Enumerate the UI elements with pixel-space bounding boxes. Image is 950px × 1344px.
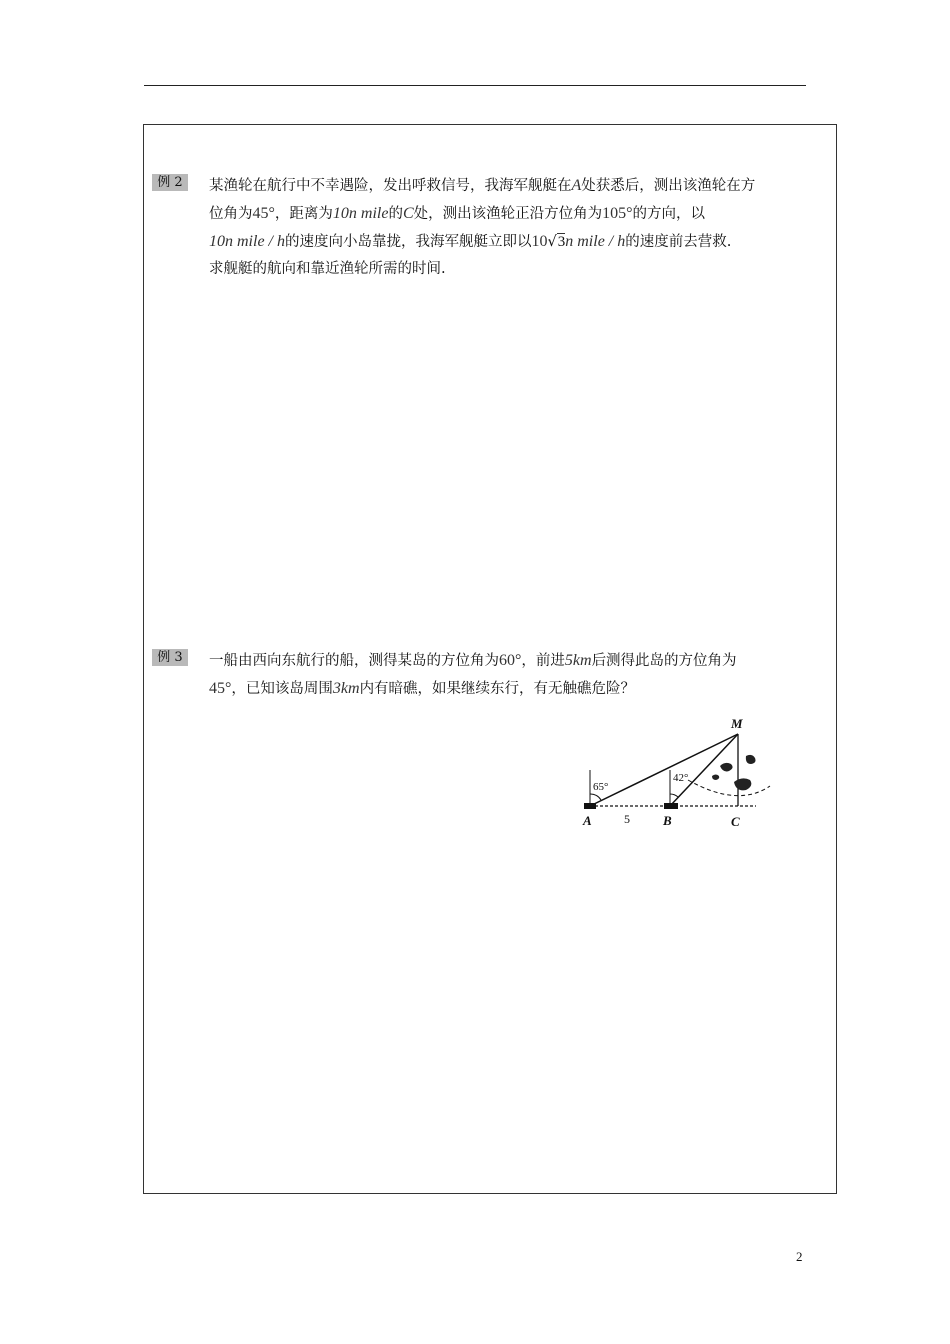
example-2-line-1: 某渔轮在航行中不幸遇险，发出呼救信号，我海军舰艇在A处获悉后，测出该渔轮在方: [209, 177, 756, 194]
line-am: [590, 734, 738, 806]
example-3-body: [209, 647, 831, 703]
island-diagram: [576, 710, 776, 835]
reef-2: [746, 755, 756, 764]
page-number: 2: [796, 1249, 803, 1264]
example-2-body: [209, 172, 831, 283]
example-2-line-4: 求舰艇的航向和靠近渔轮所需的时间.: [209, 261, 446, 277]
label-c: C: [731, 814, 740, 829]
island-diagram-svg: [576, 710, 776, 835]
example-2-line-3: 10n mile / h的速度向小岛靠拢，我海军舰艇立即以10√3n mile / h的速度前去营救.: [209, 233, 732, 250]
ship-a: [584, 803, 596, 809]
reef-4: [712, 775, 719, 781]
reef-1: [720, 763, 733, 772]
example-3-line-2: 45°，已知该岛周围3km内有暗礁，如果继续东行，有无触礁危险？: [209, 680, 636, 697]
header-rule: [144, 85, 806, 86]
label-angle-b: 42°: [673, 772, 689, 784]
sqrt-symbol: √: [547, 234, 557, 250]
label-b: B: [663, 813, 672, 828]
example-2-tag: 例 2: [152, 174, 188, 191]
reef-boundary-arc: [688, 780, 770, 796]
example-2-line-2: 位角为45°，距离为10n mile的C处，测出该渔轮正沿方位角为105°的方向，以: [209, 205, 706, 222]
label-m: M: [731, 716, 743, 731]
label-distance: 5: [624, 812, 630, 826]
angle-arc-a: [590, 794, 601, 800]
ship-b: [664, 803, 678, 809]
reef-3: [734, 778, 751, 790]
label-a: A: [583, 813, 592, 828]
label-angle-a: 65°: [593, 781, 609, 793]
example-3-line-1: 一船由西向东航行的船，测得某岛的方位角为60°，前进5km后测得此岛的方位角为: [209, 652, 737, 669]
example-3-tag: 例 3: [152, 649, 188, 666]
angle-arc-b: [670, 794, 678, 797]
